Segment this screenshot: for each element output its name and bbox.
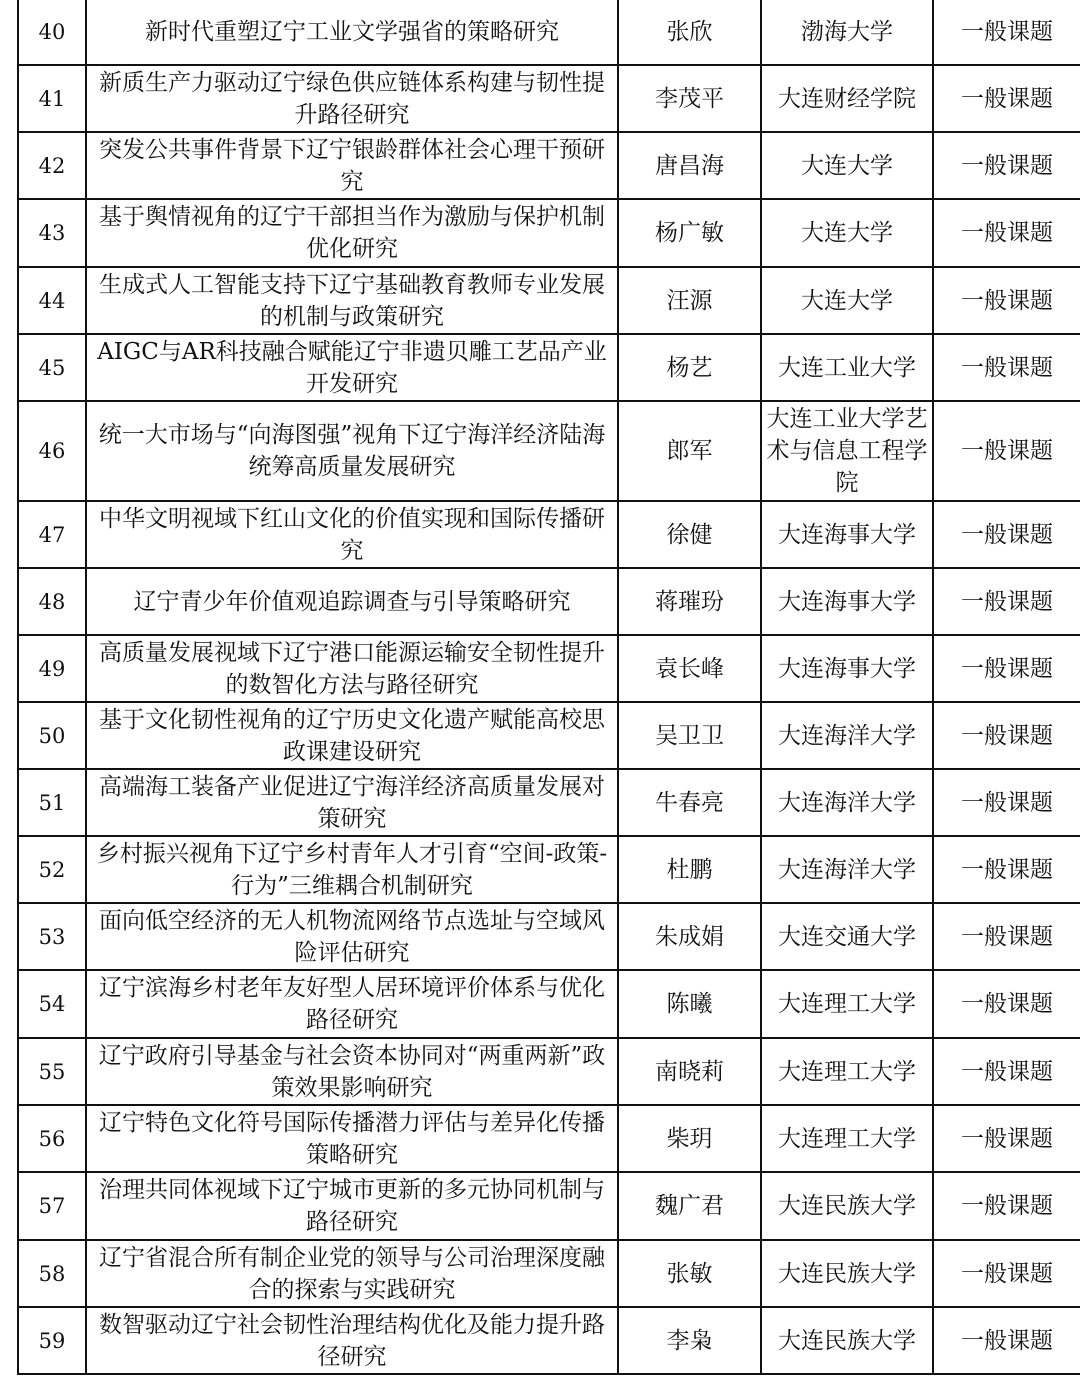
row-number: 47: [18, 501, 86, 568]
institution: 大连工业大学艺术与信息工程学院: [761, 401, 933, 501]
project-category: 一般课题: [933, 267, 1080, 334]
institution: 大连交通大学: [761, 903, 933, 970]
project-category: 一般课题: [933, 635, 1080, 702]
institution: 大连理工大学: [761, 970, 933, 1038]
project-leader: 袁长峰: [618, 635, 761, 702]
institution: 大连理工大学: [761, 1105, 933, 1172]
row-number: 42: [18, 132, 86, 199]
row-number: 52: [18, 836, 86, 903]
project-category: 一般课题: [933, 501, 1080, 568]
row-number: 54: [18, 970, 86, 1038]
institution: 大连理工大学: [761, 1038, 933, 1105]
project-leader: 张欣: [618, 0, 761, 65]
project-category: 一般课题: [933, 65, 1080, 132]
project-title: AIGC与AR科技融合赋能辽宁非遗贝雕工艺品产业开发研究: [86, 334, 618, 401]
institution: 大连海事大学: [761, 635, 933, 702]
project-title: 新质生产力驱动辽宁绿色供应链体系构建与韧性提升路径研究: [86, 65, 618, 132]
project-title: 辽宁特色文化符号国际传播潜力评估与差异化传播策略研究: [86, 1105, 618, 1172]
project-title: 基于文化韧性视角的辽宁历史文化遗产赋能高校思政课建设研究: [86, 702, 618, 769]
project-category: 一般课题: [933, 568, 1080, 635]
institution: 大连海事大学: [761, 501, 933, 568]
row-number: 40: [18, 0, 86, 65]
project-title: 辽宁滨海乡村老年友好型人居环境评价体系与优化路径研究: [86, 970, 618, 1038]
project-leader: 郎军: [618, 401, 761, 501]
row-number: 58: [18, 1240, 86, 1307]
table-row: [18, 401, 1080, 501]
table-row: [18, 769, 1080, 836]
project-title: 乡村振兴视角下辽宁乡村青年人才引育“空间-政策-行为”三维耦合机制研究: [86, 836, 618, 903]
project-title: 辽宁省混合所有制企业党的领导与公司治理深度融合的探索与实践研究: [86, 1240, 618, 1307]
project-category: 一般课题: [933, 1307, 1080, 1374]
institution: 大连大学: [761, 132, 933, 199]
project-leader: 张敏: [618, 1240, 761, 1307]
table-row: [18, 970, 1080, 1038]
project-category: 一般课题: [933, 132, 1080, 199]
institution: 大连海洋大学: [761, 769, 933, 836]
row-number: 41: [18, 65, 86, 132]
project-leader: 杜鹏: [618, 836, 761, 903]
table-row: [18, 836, 1080, 903]
project-title: 面向低空经济的无人机物流网络节点选址与空域风险评估研究: [86, 903, 618, 970]
table-row: [18, 267, 1080, 334]
row-number: 49: [18, 635, 86, 702]
project-leader: 吴卫卫: [618, 702, 761, 769]
institution: 大连工业大学: [761, 334, 933, 401]
project-category: 一般课题: [933, 1172, 1080, 1240]
institution: 大连海洋大学: [761, 702, 933, 769]
row-number: 55: [18, 1038, 86, 1105]
project-leader: 陈曦: [618, 970, 761, 1038]
project-title: 新时代重塑辽宁工业文学强省的策略研究: [86, 0, 618, 65]
project-leader: 蒋璀玢: [618, 568, 761, 635]
project-leader: 南晓莉: [618, 1038, 761, 1105]
table-row: [18, 1240, 1080, 1307]
row-number: 51: [18, 769, 86, 836]
table-row: [18, 65, 1080, 132]
institution: 大连大学: [761, 267, 933, 334]
institution: 大连大学: [761, 199, 933, 267]
project-category: 一般课题: [933, 903, 1080, 970]
table-row: [18, 702, 1080, 769]
project-category: 一般课题: [933, 0, 1080, 65]
table-row: [18, 1105, 1080, 1172]
project-category: 一般课题: [933, 1105, 1080, 1172]
table-row: [18, 501, 1080, 568]
project-category: 一般课题: [933, 769, 1080, 836]
project-category: 一般课题: [933, 970, 1080, 1038]
project-title: 高端海工装备产业促进辽宁海洋经济高质量发展对策研究: [86, 769, 618, 836]
project-leader: 李茂平: [618, 65, 761, 132]
institution: 大连民族大学: [761, 1172, 933, 1240]
project-title: 中华文明视域下红山文化的价值实现和国际传播研究: [86, 501, 618, 568]
institution: 大连民族大学: [761, 1307, 933, 1374]
row-number: 50: [18, 702, 86, 769]
project-title: 数智驱动辽宁社会韧性治理结构优化及能力提升路径研究: [86, 1307, 618, 1374]
row-number: 57: [18, 1172, 86, 1240]
row-number: 45: [18, 334, 86, 401]
project-leader: 柴玥: [618, 1105, 761, 1172]
table-row: [18, 568, 1080, 635]
table-row: [18, 903, 1080, 970]
project-category: 一般课题: [933, 199, 1080, 267]
project-category: 一般课题: [933, 401, 1080, 501]
project-title: 生成式人工智能支持下辽宁基础教育教师专业发展的机制与政策研究: [86, 267, 618, 334]
project-category: 一般课题: [933, 1240, 1080, 1307]
project-category: 一般课题: [933, 334, 1080, 401]
table-row: [18, 132, 1080, 199]
project-leader: 李枭: [618, 1307, 761, 1374]
row-number: 53: [18, 903, 86, 970]
project-leader: 杨艺: [618, 334, 761, 401]
project-category: 一般课题: [933, 702, 1080, 769]
row-number: 56: [18, 1105, 86, 1172]
project-category: 一般课题: [933, 836, 1080, 903]
institution: 大连民族大学: [761, 1240, 933, 1307]
project-title: 高质量发展视域下辽宁港口能源运输安全韧性提升的数智化方法与路径研究: [86, 635, 618, 702]
project-category: 一般课题: [933, 1038, 1080, 1105]
project-leader: 魏广君: [618, 1172, 761, 1240]
project-title: 治理共同体视域下辽宁城市更新的多元协同机制与路径研究: [86, 1172, 618, 1240]
table-row: [18, 334, 1080, 401]
institution: 大连海洋大学: [761, 836, 933, 903]
project-list-table: [17, 0, 1080, 1375]
project-title: 基于舆情视角的辽宁干部担当作为激励与保护机制优化研究: [86, 199, 618, 267]
institution: 渤海大学: [761, 0, 933, 65]
row-number: 48: [18, 568, 86, 635]
project-title: 辽宁青少年价值观追踪调查与引导策略研究: [86, 568, 618, 635]
table-row: [18, 0, 1080, 65]
project-title: 突发公共事件背景下辽宁银龄群体社会心理干预研究: [86, 132, 618, 199]
project-leader: 牛春亮: [618, 769, 761, 836]
table-row: [18, 1038, 1080, 1105]
table-row: [18, 1172, 1080, 1240]
project-title: 统一大市场与“向海图强”视角下辽宁海洋经济陆海统筹高质量发展研究: [86, 401, 618, 501]
project-leader: 汪源: [618, 267, 761, 334]
project-leader: 徐健: [618, 501, 761, 568]
row-number: 43: [18, 199, 86, 267]
row-number: 44: [18, 267, 86, 334]
project-leader: 朱成娟: [618, 903, 761, 970]
table-row: [18, 635, 1080, 702]
institution: 大连海事大学: [761, 568, 933, 635]
row-number: 46: [18, 401, 86, 501]
table-row: [18, 1307, 1080, 1374]
row-number: 59: [18, 1307, 86, 1374]
project-leader: 杨广敏: [618, 199, 761, 267]
table-row: [18, 199, 1080, 267]
project-title: 辽宁政府引导基金与社会资本协同对“两重两新”政策效果影响研究: [86, 1038, 618, 1105]
project-leader: 唐昌海: [618, 132, 761, 199]
institution: 大连财经学院: [761, 65, 933, 132]
